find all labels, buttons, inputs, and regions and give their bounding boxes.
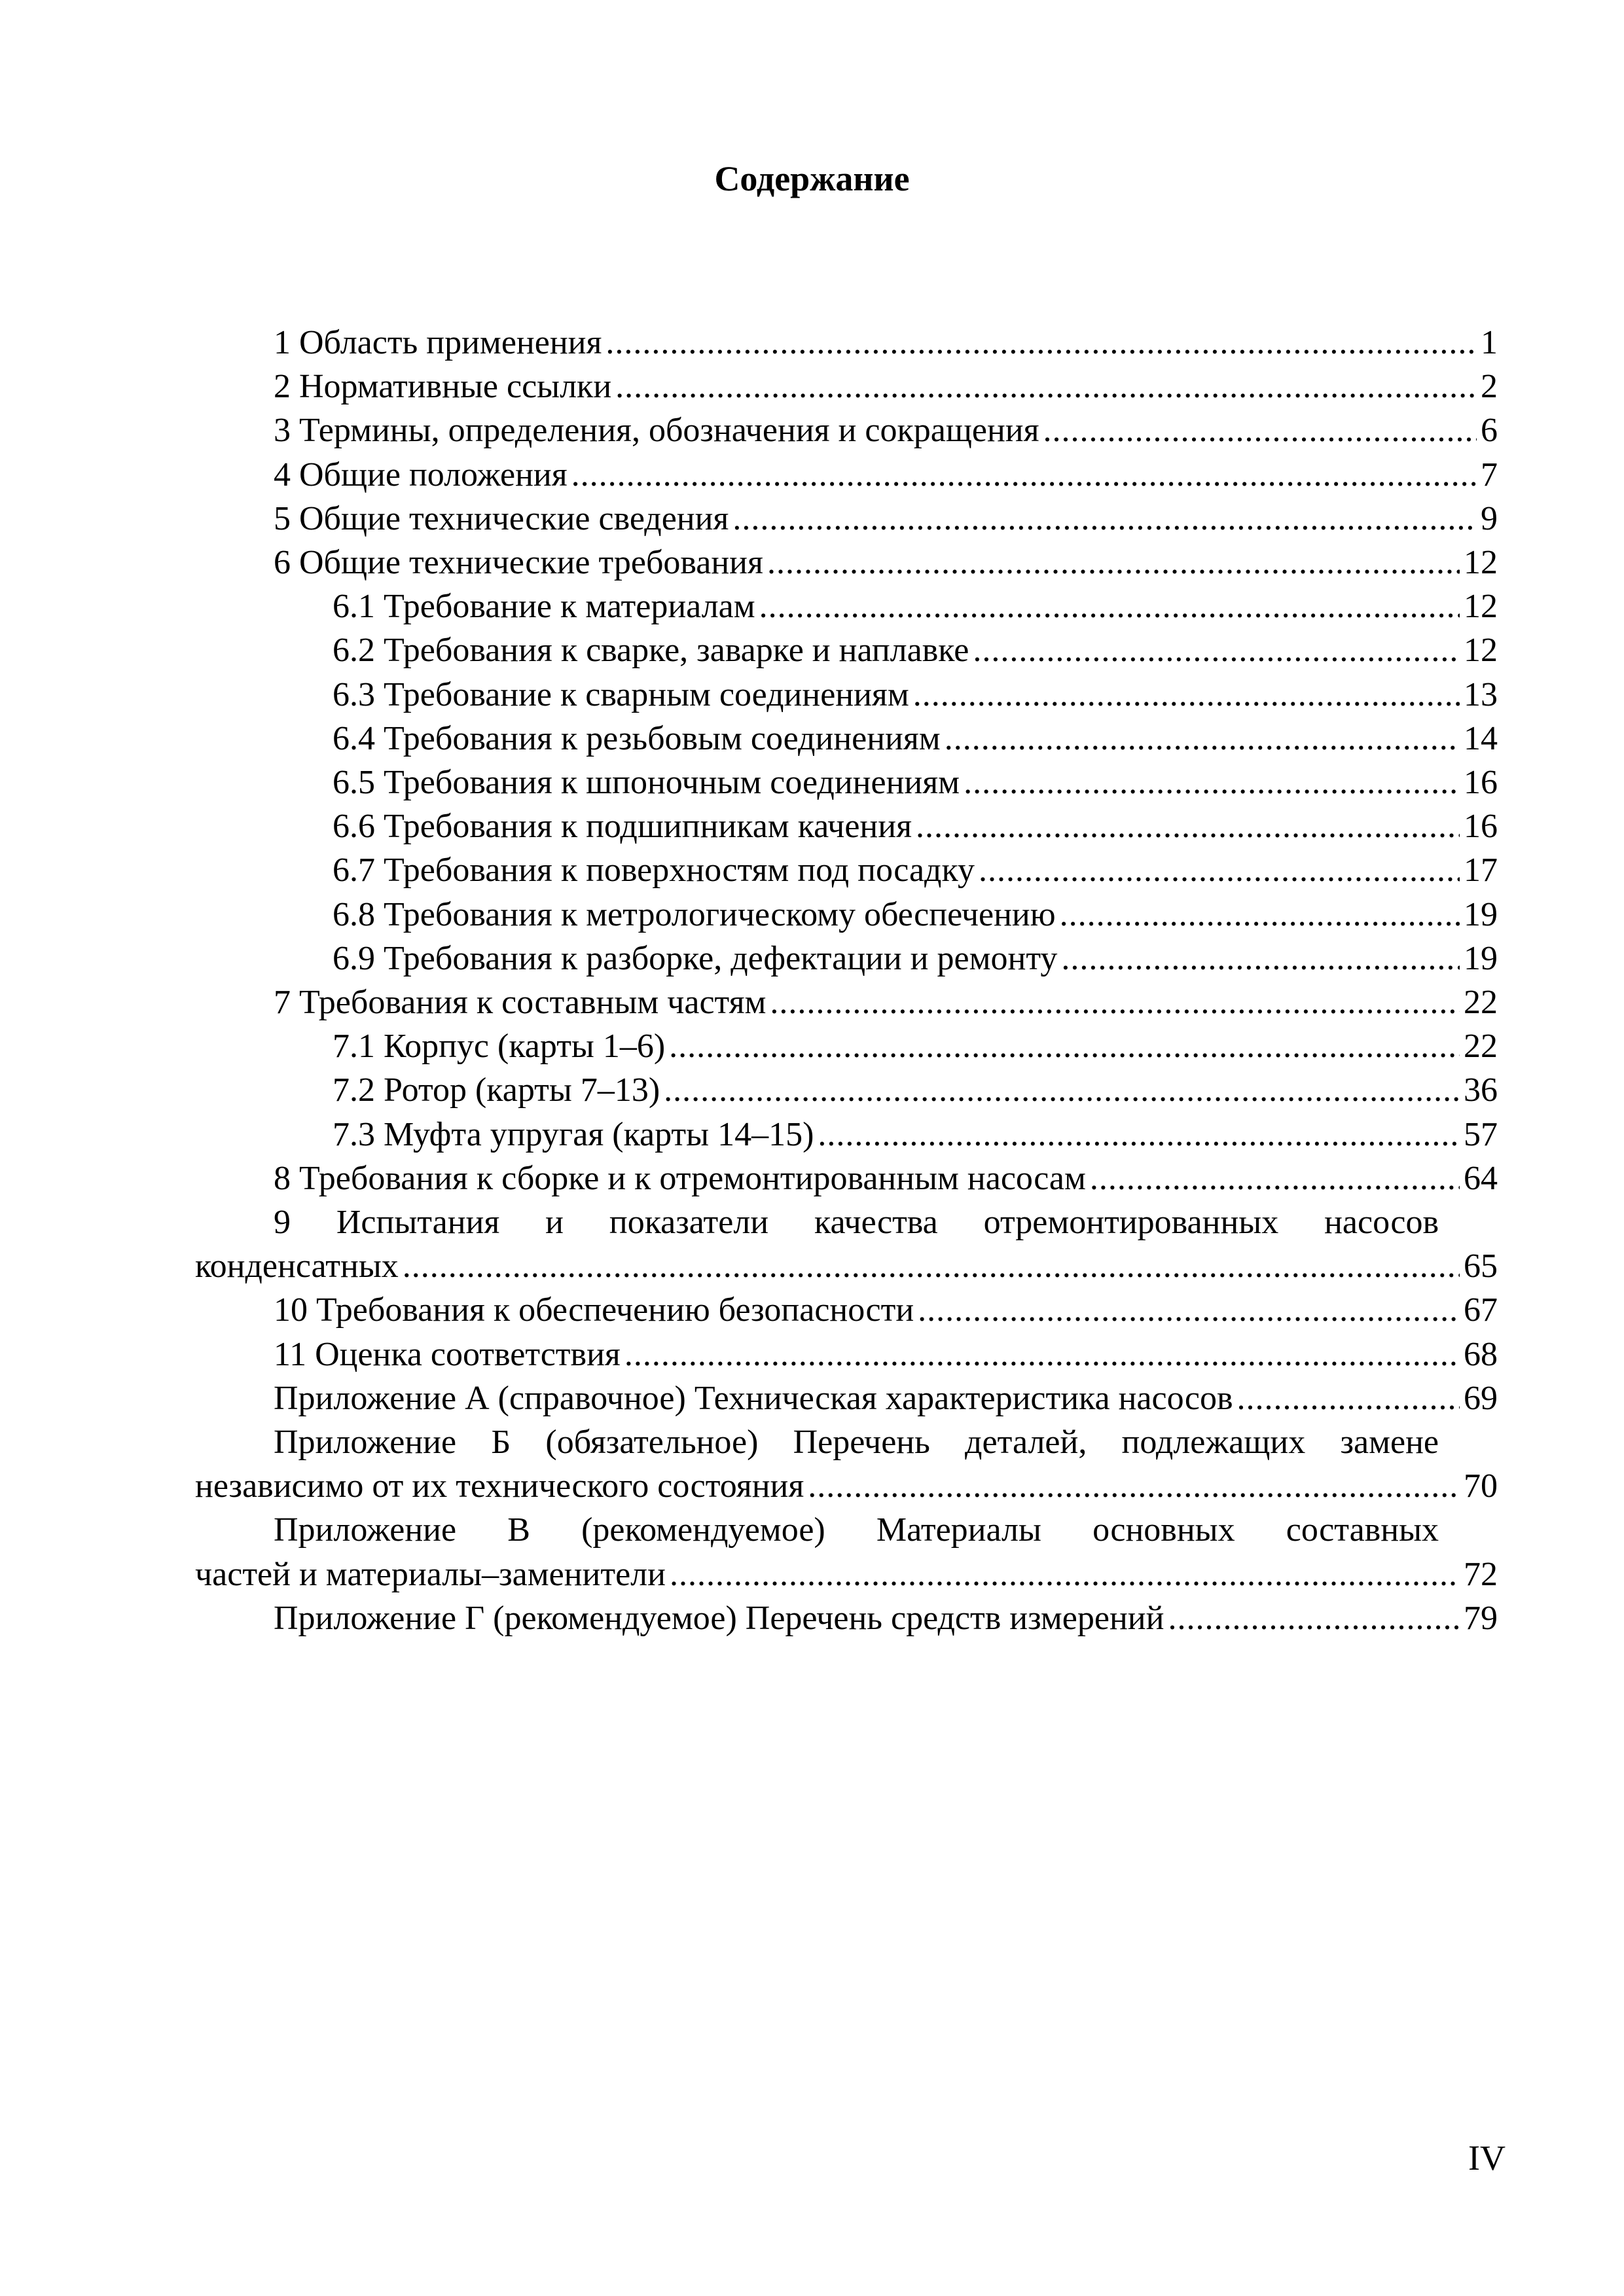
toc-entry [195,1552,1498,1596]
toc-entry-title: 8 Требования к сборке и к отремонтированным насосам [274,1159,1086,1197]
toc-entry-title: 11 Оценка соответствия [274,1335,621,1373]
toc-entry-title-line2: конденсатных [195,1247,399,1285]
toc-entry [195,497,1498,541]
toc-entry-page: 67 [1464,1291,1498,1329]
leader-dots [1060,893,1460,937]
leader-dots [964,761,1460,804]
page-title: Содержание [714,159,910,198]
table-of-contents [195,321,1498,1640]
toc-subentry [195,804,1498,848]
leader-dots [979,848,1460,892]
toc-entry-page: 16 [1464,764,1498,802]
toc-entry-title: 6.4 Требования к резьбовым соединениям [333,719,941,757]
leader-dots [403,1244,1460,1288]
leader-dots [624,1333,1460,1376]
toc-subentry [195,761,1498,804]
page-number: IV [1468,2138,1506,2178]
toc-entry-page: 36 [1464,1071,1498,1109]
leader-dots [759,584,1460,628]
leader-dots [913,673,1460,717]
leader-dots [945,717,1460,761]
toc-entry-page: 70 [1464,1467,1498,1505]
toc-entry-page: 72 [1464,1555,1498,1593]
toc-entry-page: 22 [1464,984,1498,1022]
leader-dots [1168,1596,1460,1640]
toc-entry-page: 57 [1464,1115,1498,1153]
leader-dots [615,365,1477,408]
toc-entry-title-line2: независимо от их технического состояния [195,1467,804,1505]
toc-entry-title-line2: частей и материалы–заменители [195,1555,666,1593]
toc-entry-title: 6 Общие технические требования [274,544,763,582]
leader-dots [669,1024,1460,1068]
leader-dots [670,1552,1460,1596]
toc-entry-title-line1: Приложение Б (обязательное) Перечень деталей, подлежащих замене [274,1424,1439,1462]
leader-dots [808,1464,1460,1508]
leader-dots [571,453,1477,497]
toc-entry-page: 79 [1464,1599,1498,1637]
toc-entry-title: 7.3 Муфта упругая (карты 14–15) [333,1115,814,1153]
toc-entry-title: 10 Требования к обеспечению безопасности [274,1291,914,1329]
toc-entry [195,1596,1498,1640]
toc-subentry [195,717,1498,761]
toc-entry-title: 5 Общие технические сведения [274,499,729,537]
toc-entry [195,980,1498,1024]
toc-entry [195,453,1498,497]
leader-dots [770,980,1460,1024]
toc-entry-page: 6 [1481,412,1498,450]
toc-entry-title: Приложение Г (рекомендуемое) Перечень средств измерений [274,1599,1164,1637]
toc-entry-page: 19 [1464,895,1498,933]
toc-entry-title: 3 Термины, определения, обозначения и сокращения [274,412,1039,450]
toc-entry [195,1157,1498,1200]
toc-entry-page: 7 [1481,456,1498,493]
leader-dots [664,1068,1460,1112]
leader-dots [1061,937,1460,980]
toc-entry-page: 14 [1464,719,1498,757]
leader-dots [1043,408,1477,452]
toc-entry-title: 1 Область применения [274,324,602,361]
leader-dots [818,1113,1460,1157]
toc-entry-title: 6.3 Требование к сварным соединениям [333,675,909,713]
leader-dots [916,804,1460,848]
toc-entry [195,408,1498,452]
toc-entry-title: 6.2 Требования к сварке, заварке и наплавке [333,632,969,670]
toc-entry-page: 16 [1464,808,1498,846]
toc-entry-title: 6.8 Требования к метрологическому обеспечению [333,895,1056,933]
toc-entry-page: 13 [1464,675,1498,713]
toc-entry-page: 65 [1464,1247,1498,1285]
toc-subentry [195,584,1498,628]
toc-entry [195,1464,1498,1508]
toc-entry-title: 6.5 Требования к шпоночным соединениям [333,764,960,802]
leader-dots [1090,1157,1460,1200]
toc-entry-title: 7 Требования к составным частям [274,984,767,1022]
toc-subentry [195,628,1498,672]
toc-entry-page: 22 [1464,1028,1498,1066]
toc-subentry [195,848,1498,892]
leader-dots [918,1288,1460,1332]
leader-dots [732,497,1477,541]
toc-entry-title-line1: 9 Испытания и показатели качества отремонтированных насосов [274,1204,1439,1242]
leader-dots [1237,1376,1460,1420]
toc-entry-title: 4 Общие положения [274,456,568,493]
toc-entry-title: 7.1 Корпус (карты 1–6) [333,1028,666,1066]
toc-entry-title: 2 Нормативные ссылки [274,368,612,406]
toc-subentry [195,1113,1498,1157]
toc-entry-page: 12 [1464,588,1498,626]
toc-entry-title-line1: Приложение В (рекомендуемое) Материалы основных составных [274,1511,1439,1549]
toc-entry [195,1288,1498,1332]
leader-dots [767,541,1460,584]
toc-entry-page: 2 [1481,368,1498,406]
toc-entry-title: 6.6 Требования к подшипникам качения [333,808,912,846]
toc-entry [195,365,1498,408]
toc-entry-title: 6.7 Требования к поверхностям под посадку [333,852,975,889]
toc-entry [195,541,1498,584]
toc-entry [195,1376,1498,1420]
toc-entry-page: 9 [1481,499,1498,537]
toc-entry-page: 12 [1464,632,1498,670]
leader-dots [973,628,1460,672]
toc-entry-page: 64 [1464,1159,1498,1197]
toc-entry-page: 1 [1481,324,1498,361]
toc-entry-page: 19 [1464,939,1498,977]
toc-entry-title: 6.1 Требование к материалам [333,588,755,626]
toc-entry-page: 17 [1464,852,1498,889]
toc-entry-page: 69 [1464,1379,1498,1417]
toc-entry-title: 7.2 Ротор (карты 7–13) [333,1071,660,1109]
toc-subentry [195,673,1498,717]
toc-subentry [195,1068,1498,1112]
toc-entry [195,1244,1498,1288]
toc-subentry [195,1024,1498,1068]
toc-entry-title: 6.9 Требования к разборке, дефектации и ремонту [333,939,1058,977]
toc-entry-page: 68 [1464,1335,1498,1373]
leader-dots [605,321,1477,365]
toc-entry [195,1333,1498,1376]
toc-entry-page: 12 [1464,544,1498,582]
toc-subentry [195,937,1498,980]
toc-entry [195,321,1498,365]
toc-subentry [195,893,1498,937]
toc-entry-title: Приложение А (справочное) Техническая характеристика насосов [274,1379,1233,1417]
